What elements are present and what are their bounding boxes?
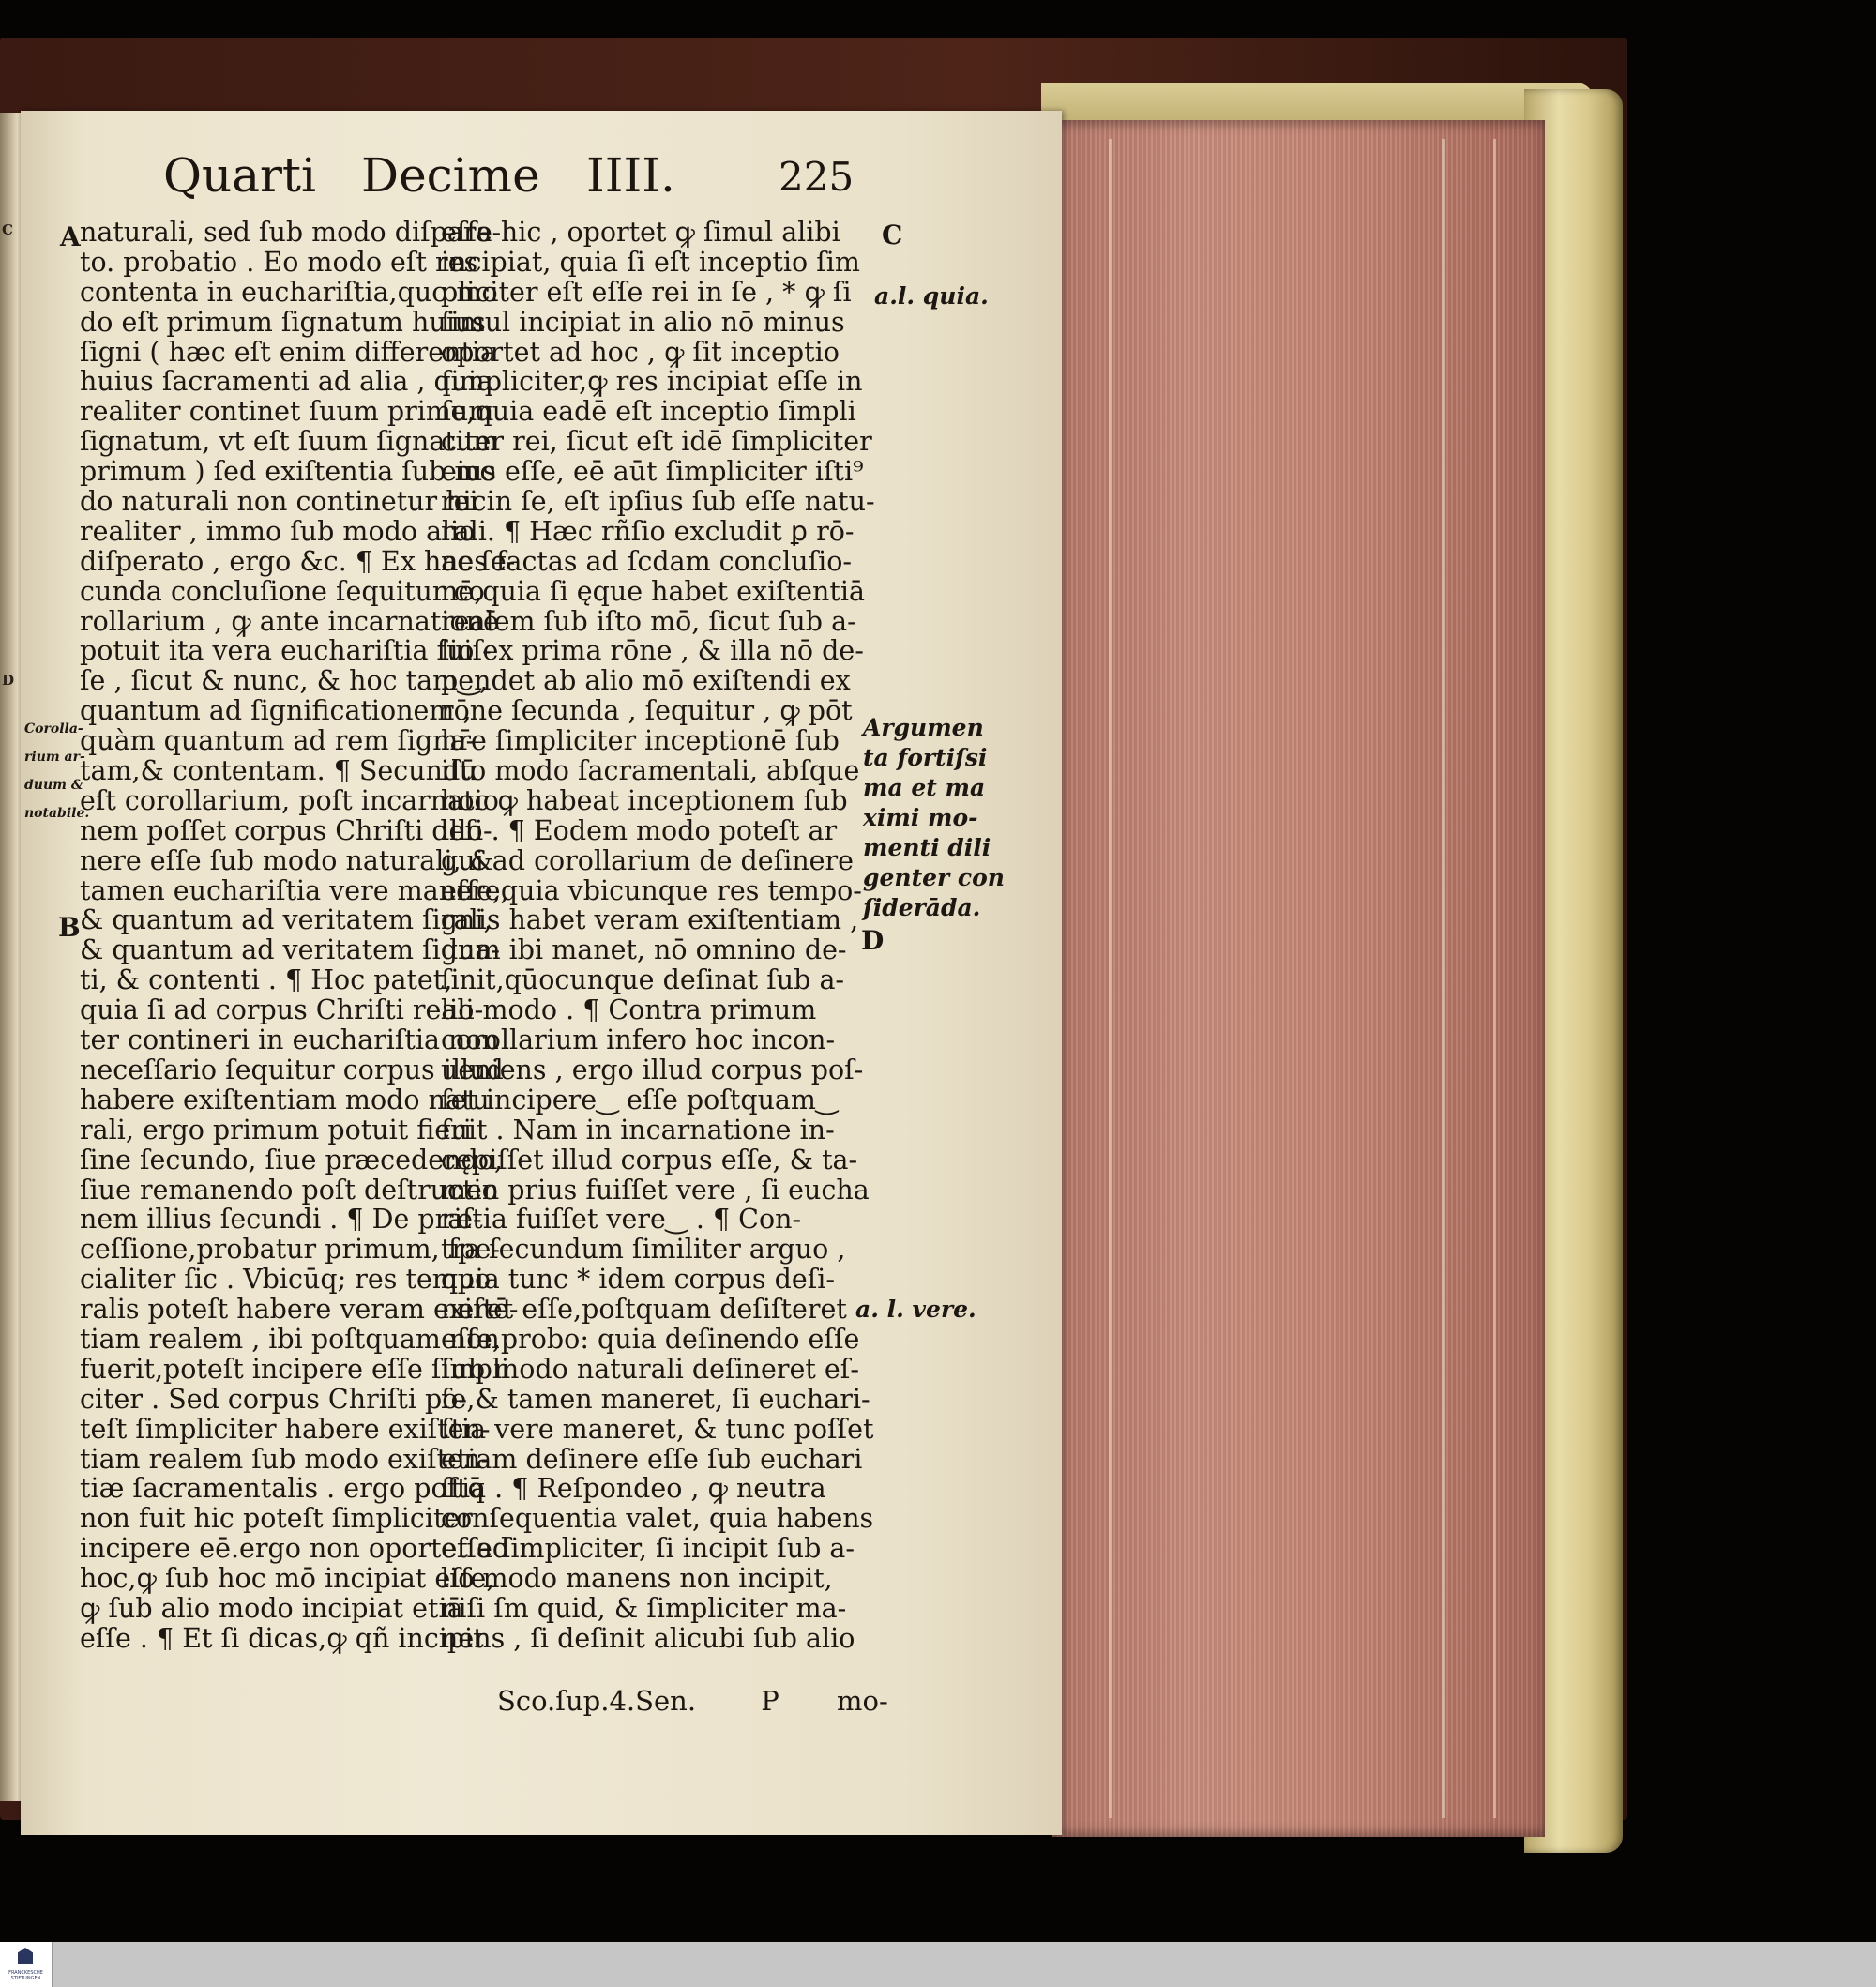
text-line: incipiat, quia ſi eſt inceptio ſim xyxy=(441,246,860,278)
signature-text: Sco.ſup.4.Sen. xyxy=(497,1685,697,1717)
text-line: ſe,& tamen maneret, ſi euchari- xyxy=(441,1383,870,1415)
text-line: ſet incipere‿ eſſe poſtquam‿ xyxy=(441,1084,838,1115)
text-line: pliciter eſt eſſe rei in ſe , * ꝙ ſi xyxy=(441,276,852,308)
text-line: nem poſſet corpus Chriſti deſi- xyxy=(80,814,492,846)
margin-note-argumenta xyxy=(863,713,1005,923)
text-line: eſſe ſimpliciter, ſi incipit ſub a- xyxy=(441,1533,855,1565)
text-line: ueniens , ergo illud corpus poſ- xyxy=(441,1054,864,1085)
text-line: quia tunc * idem corpus deſi- xyxy=(441,1264,835,1296)
text-line: eſſe,quia vbicunque res tempo- xyxy=(441,874,862,906)
margin-note-line: menti dili xyxy=(863,834,991,861)
text-line: rōne ſecunda , ſequitur , ꝙ pōt xyxy=(441,695,853,727)
text-column-left xyxy=(80,217,519,1654)
left-sliver-letter-c: C xyxy=(2,221,13,238)
margin-note-line: ſiderāda. xyxy=(863,894,981,921)
margin-note-quia: a.l. quia. xyxy=(874,282,989,310)
edge-line xyxy=(1109,139,1112,1818)
text-line: tiæ ſacramentalis . ergo poſtq̄ xyxy=(80,1473,485,1505)
text-line: ſinit,qūocunque deſinat ſub a- xyxy=(441,964,845,996)
text-line: men prius fuiſſet vere , ſi eucha xyxy=(441,1174,870,1206)
text-line: ſignatum, vt eſt ſuum ſignatum xyxy=(80,426,499,458)
text-line: eſt corollarium, poſt incarnatio xyxy=(80,784,499,816)
text-line: ceſſione,probatur primum, ſpe- xyxy=(80,1234,501,1266)
margin-note-line: duum & xyxy=(24,778,83,793)
page-edges xyxy=(1052,120,1545,1837)
text-line: fuerit,poteſt incipere eſſe ſimpli xyxy=(80,1353,510,1385)
text-line: tiam realem ſub modo exiſten- xyxy=(80,1443,490,1475)
text-line: niſi ſm quid, & ſimpliciter ma- xyxy=(441,1592,847,1624)
margin-note-line: ximi mo- xyxy=(863,804,978,831)
text-line: diſperato , ergo &c. ¶ Ex hac ſe- xyxy=(80,545,516,577)
text-line: & quantum ad veritatem ſigna- xyxy=(80,934,500,966)
text-line: lio ex prima rōne , & illa nō de- xyxy=(441,635,864,667)
margin-note-line: Corolla- xyxy=(24,721,83,736)
text-line: nē,quia ſi ęque habet exiſtentiā xyxy=(441,575,865,607)
text-line: neceſſario ſequitur corpus illud xyxy=(80,1054,504,1085)
header-title-decime: Decime xyxy=(361,148,540,203)
text-line: ſtia vere maneret, & tunc poſſet xyxy=(441,1413,874,1445)
text-line: ſe , ſicut & nunc, & hoc tam‿, xyxy=(80,665,489,697)
margin-note-line: Argumen xyxy=(863,714,984,741)
text-line: tra ſecundum ſimiliter arguo , xyxy=(441,1234,846,1266)
text-line: quia ſi ad corpus Chriſti reali- xyxy=(80,994,484,1026)
margin-note-line: ma et ma xyxy=(863,774,986,801)
text-line: ſimul incipiat in alio nō minus xyxy=(441,306,845,338)
margin-note-corollarium xyxy=(24,715,89,827)
margin-note-vere: a. l. vere. xyxy=(855,1296,976,1323)
text-line: incipere eē.ergo non oportet ad xyxy=(80,1533,510,1565)
text-line: etiam deſinere eſſe ſub euchari xyxy=(441,1443,863,1475)
building-icon xyxy=(18,1948,33,1964)
text-line: primum ) ſed exiſtentia ſub mo xyxy=(80,456,496,488)
text-line: potuit ita vera euchariſtia fuiſ- xyxy=(80,635,492,667)
header-title-numeral: IIII. xyxy=(586,148,675,203)
edge-line xyxy=(1442,139,1445,1818)
text-line: ralis habet veram exiſtentiam , xyxy=(441,904,859,936)
text-line: neret eſſe,poſtquam deſiſteret xyxy=(441,1294,847,1326)
text-line: rei in ſe, eſt ipſius ſub eſſe natu- xyxy=(441,486,875,518)
text-line: conſequentia valet, quia habens xyxy=(441,1503,874,1535)
text-line: realem ſub iſto mō, ſicut ſub a- xyxy=(441,605,856,637)
text-line: ſimpliciter,ꝙ res incipiat eſſe in xyxy=(441,366,863,398)
text-line: corollarium infero hoc incon- xyxy=(441,1024,836,1056)
text-line: lio modo manens non incipit, xyxy=(441,1563,833,1595)
text-line: ſigni ( hæc eſt enim differentia xyxy=(80,336,497,368)
text-line: gui ad corollarium de deſinere xyxy=(441,844,855,876)
text-line: rali. ¶ Hæc rñſio excludit ꝑ rō- xyxy=(441,515,855,547)
text-line: riſtia fuiſſet vere‿ . ¶ Con- xyxy=(441,1204,802,1236)
logo-text: FRANCKESCHE STIFTUNGEN xyxy=(8,1970,43,1981)
left-sliver-letter-d: D xyxy=(2,672,15,689)
text-line: quantum ad ſignificationem , xyxy=(80,695,472,727)
library-logo[interactable] xyxy=(0,1942,53,1987)
section-letter-a: A xyxy=(60,221,81,252)
text-line: ti, & contenti . ¶ Hoc patet, xyxy=(80,964,453,996)
margin-note-line: genter con xyxy=(863,864,1005,891)
text-line: ſtia . ¶ Reſpondeo , ꝙ neutra xyxy=(441,1473,826,1505)
signature-line xyxy=(497,1685,888,1717)
text-line: ralis poteſt habere veram exiſtē- xyxy=(80,1294,519,1326)
text-line: citer . Sed corpus Chriſti po- xyxy=(80,1383,468,1415)
text-line: cępiſſet illud corpus eſſe, & ta- xyxy=(441,1144,858,1176)
text-line: tiam realem , ibi poſtquam non xyxy=(80,1323,500,1355)
text-line: habere exiſtentiam modo natu xyxy=(80,1084,490,1115)
text-line: citer rei, ſicut eſt idē ſimpliciter xyxy=(441,426,872,458)
margin-note-line: ta fortiſsi xyxy=(863,744,988,771)
text-line: nem illius ſecundi . ¶ De præ- xyxy=(80,1204,482,1236)
text-line: nes factas ad ſcdam concluſio- xyxy=(441,545,853,577)
text-line: eius eſſe, eē aūt ſimpliciter iſti⁹ xyxy=(441,456,864,488)
text-column-right xyxy=(441,217,875,1654)
running-header xyxy=(141,148,872,214)
text-line: huius ſacramenti ad alia , quia xyxy=(80,366,493,398)
text-line: tamen euchariſtia vere manere, xyxy=(80,874,509,906)
text-line: nens , ſi deſinit alicubi ſub alio xyxy=(441,1622,855,1654)
catchword: mo- xyxy=(837,1685,888,1717)
text-line: fuit . Nam in incarnatione in- xyxy=(441,1114,835,1145)
text-line: eſſe,probo: quia deſinendo eſſe xyxy=(441,1323,860,1355)
text-line: cialiter ſic . Vbicūq; res tempo xyxy=(80,1264,492,1296)
text-line: hoc ꝙ habeat inceptionem ſub xyxy=(441,784,848,816)
text-line: nere eſſe ſub modo naturali, & xyxy=(80,844,493,876)
text-line: tam,& contentam. ¶ Secundū xyxy=(80,755,477,787)
text-line: eſſe hic , oportet ꝙ ſimul alibi xyxy=(441,217,840,248)
text-line: ſub modo naturali deſineret eſ- xyxy=(441,1353,859,1385)
text-line: ꝙ ſub alio modo incipiat etiā xyxy=(80,1592,463,1624)
margin-note-line: notabile. xyxy=(24,806,90,821)
text-line: realiter continet ſuum primum xyxy=(80,396,494,428)
text-line: eſſe . ¶ Et ſi dicas,ꝙ qñ incipit xyxy=(80,1622,484,1654)
text-line: rali, ergo primum potuit fieri xyxy=(80,1114,472,1145)
signature-mark: P xyxy=(761,1685,779,1717)
text-line: ſe,quia eadē eſt inceptio ſimpli xyxy=(441,396,856,428)
section-letter-b: B xyxy=(58,912,81,943)
section-letter-d: D xyxy=(861,925,885,956)
text-line: cunda concluſione ſequitur co xyxy=(80,575,485,607)
text-line: hr̄e ſimpliciter inceptionē ſub xyxy=(441,725,840,757)
text-line: teſt ſimpliciter habere exiſten- xyxy=(80,1413,491,1445)
text-line: ter contineri in euchariſtia non xyxy=(80,1024,499,1056)
text-line: realiter , immo ſub modo alio xyxy=(80,515,476,547)
margin-note-line: rium ar- xyxy=(24,750,85,765)
text-line: pendet ab alio mō exiſtendi ex xyxy=(441,665,851,697)
text-line: naturali, sed ſub modo diſpara- xyxy=(80,217,502,248)
text-line: rollarium , ꝙ ante incarnationē xyxy=(80,605,499,637)
text-line: contenta in euchariſtia,quo mo xyxy=(80,276,498,308)
edge-line xyxy=(1493,139,1496,1818)
text-line: iſto modo ſacramentali, abſque xyxy=(441,755,860,787)
text-line: ſiue remanendo poſt deſtructio xyxy=(80,1174,498,1206)
text-line: dum ibi manet, nō omnino de- xyxy=(441,934,847,966)
text-line: hoc,ꝙ ſub hoc mō incipiat eſſe, xyxy=(80,1563,495,1595)
text-line: & quantum ad veritatem ſigni, xyxy=(80,904,492,936)
text-line: ſine ſecundo, ſiue præcedendo, xyxy=(80,1144,503,1176)
text-line: to. probatio . Eo modo eſt res xyxy=(80,246,478,278)
page-number: 225 xyxy=(779,154,855,200)
text-line: non fuit hic poteſt ſimpliciter xyxy=(80,1503,473,1535)
text-line: quàm quantum ad rem ſigna- xyxy=(80,725,476,757)
viewer-bottom-bar xyxy=(0,1942,1876,1987)
text-line: oportet ad hoc , ꝙ ſit inceptio xyxy=(441,336,840,368)
section-letter-c: C xyxy=(882,220,903,250)
text-line: lio modo . ¶ Contra primum xyxy=(441,994,817,1026)
text-line: do eſt primum ſignatum huius xyxy=(80,306,486,338)
header-title-quarti: Quarti xyxy=(163,148,316,203)
text-line: illo . ¶ Eodem modo poteſt ar xyxy=(441,814,838,846)
text-line: do naturali non continetur hic xyxy=(80,486,487,518)
